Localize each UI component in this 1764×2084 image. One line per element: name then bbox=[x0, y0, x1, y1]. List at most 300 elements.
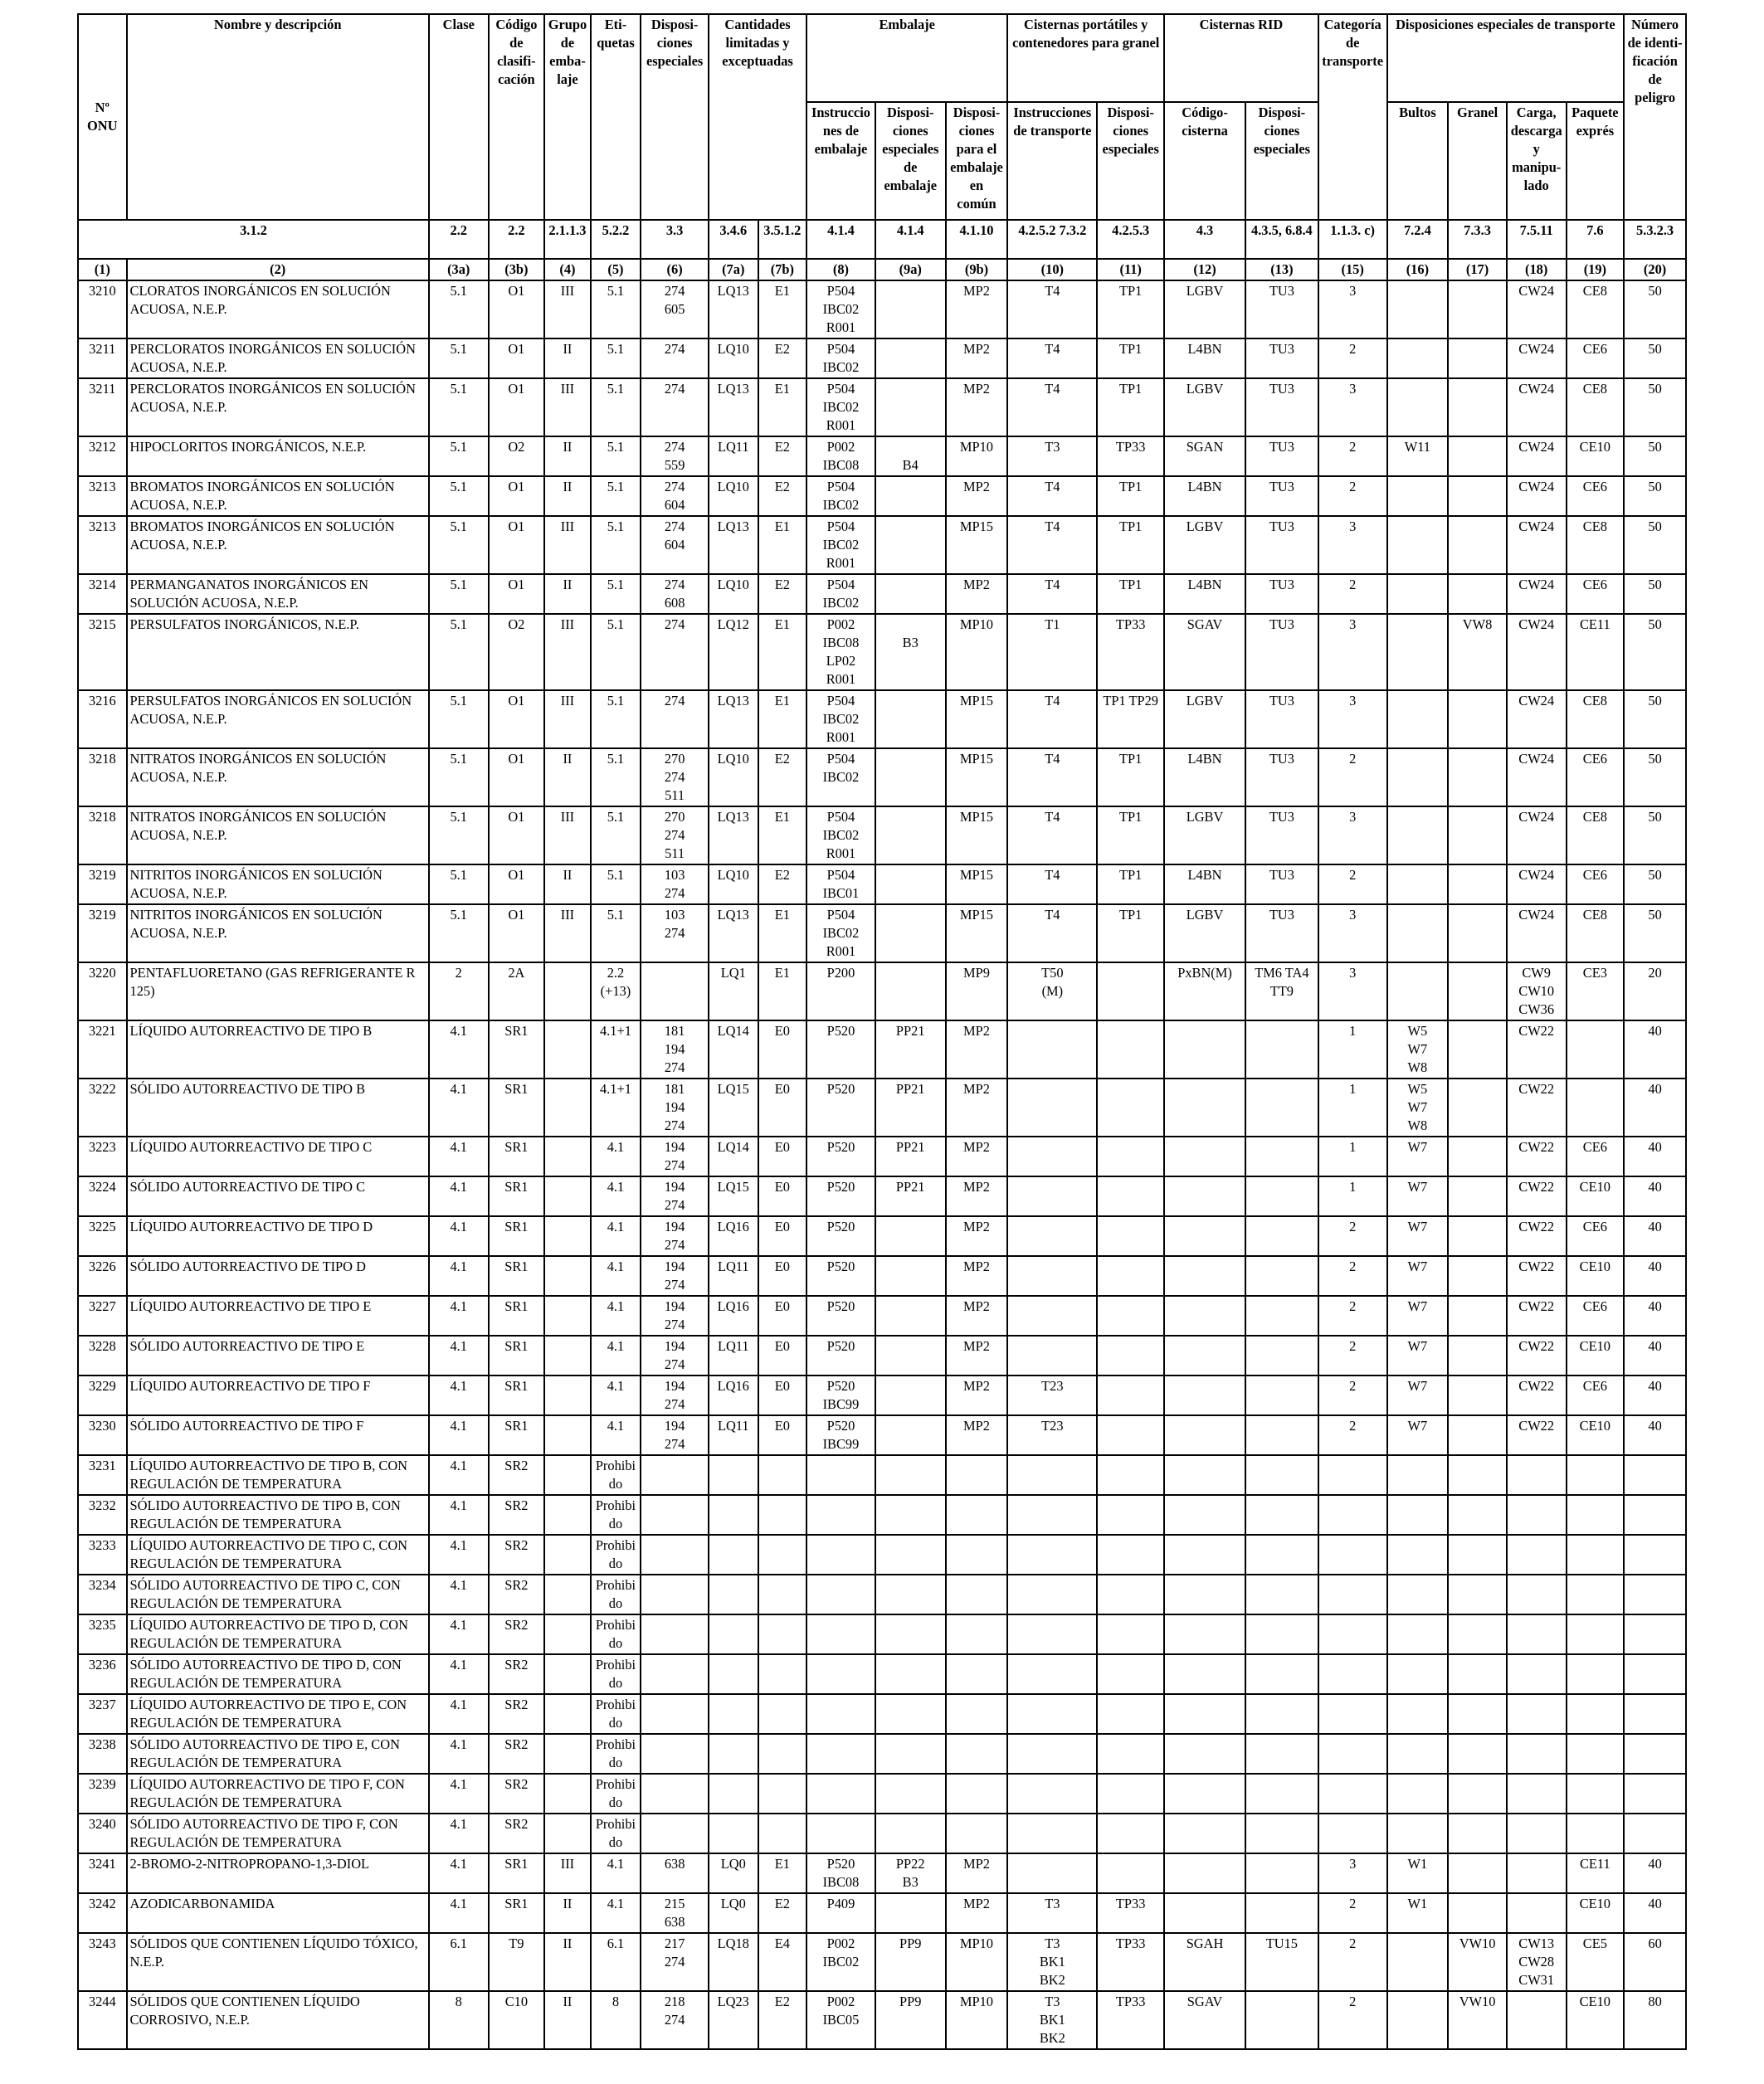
table-cell: MP2 bbox=[946, 1137, 1008, 1176]
table-cell: TU3 bbox=[1245, 690, 1318, 748]
table-cell bbox=[1567, 1654, 1625, 1694]
table-cell: P504 IBC02 R001 bbox=[806, 280, 875, 338]
table-cell bbox=[1007, 1853, 1097, 1893]
table-cell: CE6 bbox=[1567, 338, 1625, 378]
table-cell: CE10 bbox=[1567, 1991, 1625, 2049]
table-cell: CW22 bbox=[1507, 1137, 1567, 1176]
table-cell: III bbox=[544, 516, 591, 574]
col-header-cisternas-rid: Cisternas RID bbox=[1164, 14, 1318, 102]
table-cell: II bbox=[544, 1991, 591, 2049]
table-cell: 5.1 bbox=[429, 748, 489, 806]
table-cell bbox=[1567, 1774, 1625, 1814]
table-cell bbox=[1164, 1296, 1245, 1336]
table-cell: CW9 CW10 CW36 bbox=[1507, 962, 1567, 1020]
table-cell: LQ16 bbox=[709, 1376, 758, 1415]
substance-name-cell: 2-BROMO-2-NITROPROPANO-1,3-DIOL bbox=[127, 1853, 429, 1893]
table-cell bbox=[544, 1614, 591, 1654]
table-cell bbox=[758, 1654, 807, 1694]
table-cell: 4.1 bbox=[429, 1376, 489, 1415]
table-cell: L4BN bbox=[1164, 748, 1245, 806]
dangerous-goods-table bbox=[77, 13, 1687, 2050]
table-cell: O1 bbox=[489, 378, 545, 436]
table-cell bbox=[946, 1455, 1008, 1495]
table-cell: II bbox=[544, 1933, 591, 1991]
table-cell: P520 IBC08 bbox=[806, 1853, 875, 1893]
reference-cell: 4.1.4 bbox=[806, 220, 875, 259]
table-cell: CW22 bbox=[1507, 1336, 1567, 1376]
table-cell bbox=[946, 1614, 1008, 1654]
table-cell: TP1 bbox=[1097, 476, 1164, 516]
table-cell bbox=[1448, 1376, 1507, 1415]
table-cell: 274 bbox=[641, 378, 709, 436]
col-header-embalaje: Embalaje bbox=[806, 14, 1007, 102]
table-cell: 2 bbox=[1318, 574, 1387, 614]
substance-name-cell: SÓLIDO AUTORREACTIVO DE TIPO D bbox=[127, 1256, 429, 1296]
table-cell: E0 bbox=[758, 1176, 807, 1216]
table-cell: MP15 bbox=[946, 748, 1008, 806]
table-row bbox=[78, 904, 1686, 962]
table-cell: CW24 bbox=[1507, 614, 1567, 690]
table-cell bbox=[1448, 1336, 1507, 1376]
table-cell bbox=[1318, 1495, 1387, 1535]
table-cell: LQ13 bbox=[709, 904, 758, 962]
table-cell bbox=[1387, 690, 1449, 748]
table-cell: 40 bbox=[1624, 1376, 1686, 1415]
table-cell: 5.1 bbox=[591, 904, 641, 962]
table-cell bbox=[1507, 1535, 1567, 1575]
table-cell: CE8 bbox=[1567, 516, 1625, 574]
table-cell: CW13 CW28 CW31 bbox=[1507, 1933, 1567, 1991]
table-cell bbox=[758, 1495, 807, 1535]
table-cell: 5.1 bbox=[591, 748, 641, 806]
table-cell bbox=[1097, 1296, 1164, 1336]
column-number-cell: (19) bbox=[1567, 259, 1625, 280]
substance-name-cell: PERCLORATOS INORGÁNICOS EN SOLUCIÓN ACUOSA, N.E.P. bbox=[127, 338, 429, 378]
table-cell bbox=[946, 1814, 1008, 1853]
column-number-cell: (8) bbox=[806, 259, 875, 280]
table-cell bbox=[1507, 1694, 1567, 1734]
table-cell: 50 bbox=[1624, 748, 1686, 806]
un-number-cell: 3214 bbox=[78, 574, 127, 614]
table-cell: 3 bbox=[1318, 280, 1387, 338]
table-cell bbox=[875, 1654, 946, 1694]
table-cell: LGBV bbox=[1164, 806, 1245, 864]
table-cell bbox=[544, 1495, 591, 1535]
table-cell: 50 bbox=[1624, 476, 1686, 516]
table-cell bbox=[1448, 1176, 1507, 1216]
table-cell: Prohibi do bbox=[591, 1495, 641, 1535]
un-number-cell: 3223 bbox=[78, 1137, 127, 1176]
table-cell: MP2 bbox=[946, 1376, 1008, 1415]
un-number-cell: 3213 bbox=[78, 516, 127, 574]
table-cell: TU3 bbox=[1245, 748, 1318, 806]
substance-name-cell: LÍQUIDO AUTORREACTIVO DE TIPO E bbox=[127, 1296, 429, 1336]
reference-cell: 4.2.5.3 bbox=[1097, 220, 1164, 259]
un-number-cell: 3237 bbox=[78, 1694, 127, 1734]
table-cell: 2 bbox=[1318, 864, 1387, 904]
table-cell bbox=[1387, 574, 1449, 614]
col-header-cantidades: Cantidades limitadas y exceptuadas bbox=[709, 14, 806, 220]
un-number-cell: 3241 bbox=[78, 1853, 127, 1893]
table-cell: T4 bbox=[1007, 690, 1097, 748]
table-cell bbox=[1164, 1079, 1245, 1137]
table-cell: 4.1 bbox=[429, 1256, 489, 1296]
reference-cell: 2.2 bbox=[489, 220, 545, 259]
column-number-cell: (12) bbox=[1164, 259, 1245, 280]
table-cell: CE6 bbox=[1567, 748, 1625, 806]
table-cell bbox=[709, 1654, 758, 1694]
table-cell bbox=[709, 1614, 758, 1654]
table-cell bbox=[544, 1455, 591, 1495]
table-cell: W5 W7 W8 bbox=[1387, 1079, 1449, 1137]
table-cell: MP10 bbox=[946, 1991, 1008, 2049]
reference-cell: 3.5.1.2 bbox=[758, 220, 807, 259]
table-cell: Prohibi do bbox=[591, 1774, 641, 1814]
table-cell bbox=[806, 1694, 875, 1734]
table-cell: P504 IBC02 R001 bbox=[806, 516, 875, 574]
table-cell bbox=[1097, 1495, 1164, 1535]
table-cell bbox=[1448, 864, 1507, 904]
substance-name-cell: LÍQUIDO AUTORREACTIVO DE TIPO E, CON REGULACIÓN DE TEMPERATURA bbox=[127, 1694, 429, 1734]
table-cell: 5.1 bbox=[429, 690, 489, 748]
column-number-cell: (16) bbox=[1387, 259, 1449, 280]
table-cell: CE10 bbox=[1567, 1893, 1625, 1933]
table-cell: PP21 bbox=[875, 1176, 946, 1216]
table-cell: CE10 bbox=[1567, 1176, 1625, 1216]
table-cell: III bbox=[544, 690, 591, 748]
table-cell: LQ23 bbox=[709, 1991, 758, 2049]
column-number-cell: (7b) bbox=[758, 259, 807, 280]
table-cell: VW8 bbox=[1448, 614, 1507, 690]
column-number-cell: (6) bbox=[641, 259, 709, 280]
table-row bbox=[78, 1020, 1686, 1079]
un-number-cell: 3215 bbox=[78, 614, 127, 690]
table-cell: P504 IBC01 bbox=[806, 864, 875, 904]
table-cell bbox=[641, 1455, 709, 1495]
un-number-cell: 3224 bbox=[78, 1176, 127, 1216]
table-cell bbox=[544, 1734, 591, 1774]
table-cell: T4 bbox=[1007, 378, 1097, 436]
table-cell bbox=[1007, 1079, 1097, 1137]
table-cell bbox=[1007, 1614, 1097, 1654]
table-cell: CE6 bbox=[1567, 1216, 1625, 1256]
col-header-codigo-cisterna: Código- cisterna bbox=[1164, 102, 1245, 220]
table-cell: LGBV bbox=[1164, 280, 1245, 338]
table-cell bbox=[1097, 1079, 1164, 1137]
table-cell: L4BN bbox=[1164, 864, 1245, 904]
table-cell: W1 bbox=[1387, 1853, 1449, 1893]
table-cell bbox=[875, 1774, 946, 1814]
table-cell: CW24 bbox=[1507, 338, 1567, 378]
table-cell bbox=[1448, 1694, 1507, 1734]
reference-cell: 2.2 bbox=[429, 220, 489, 259]
table-cell: 2.2 (+13) bbox=[591, 962, 641, 1020]
table-cell: TP33 bbox=[1097, 1933, 1164, 1991]
reference-cell: 7.3.3 bbox=[1448, 220, 1507, 259]
table-cell bbox=[1624, 1694, 1686, 1734]
table-row bbox=[78, 1296, 1686, 1336]
table-cell: T4 bbox=[1007, 476, 1097, 516]
un-number-cell: 3219 bbox=[78, 904, 127, 962]
table-cell bbox=[1097, 1216, 1164, 1256]
table-cell bbox=[544, 1774, 591, 1814]
table-row bbox=[78, 1853, 1686, 1893]
table-cell bbox=[1097, 1853, 1164, 1893]
substance-name-cell: LÍQUIDO AUTORREACTIVO DE TIPO F, CON REGULACIÓN DE TEMPERATURA bbox=[127, 1774, 429, 1814]
table-cell: 103 274 bbox=[641, 864, 709, 904]
table-cell bbox=[1448, 516, 1507, 574]
table-cell bbox=[1318, 1734, 1387, 1774]
table-cell bbox=[1624, 1774, 1686, 1814]
table-cell: LQ10 bbox=[709, 476, 758, 516]
table-cell: LQ10 bbox=[709, 574, 758, 614]
table-cell bbox=[641, 1774, 709, 1814]
table-cell bbox=[1567, 1495, 1625, 1535]
table-cell: SR1 bbox=[489, 1216, 545, 1256]
table-cell: E0 bbox=[758, 1256, 807, 1296]
table-cell: W7 bbox=[1387, 1216, 1449, 1256]
table-cell: LQ13 bbox=[709, 806, 758, 864]
table-cell: TP1 TP29 bbox=[1097, 690, 1164, 748]
table-cell: 2 bbox=[1318, 748, 1387, 806]
table-cell: SR1 bbox=[489, 1137, 545, 1176]
un-number-cell: 3216 bbox=[78, 690, 127, 748]
table-cell: TP1 bbox=[1097, 904, 1164, 962]
table-row bbox=[78, 1893, 1686, 1933]
table-cell: MP2 bbox=[946, 338, 1008, 378]
table-cell: III bbox=[544, 614, 591, 690]
table-cell: T23 bbox=[1007, 1376, 1097, 1415]
table-cell: 4.1 bbox=[429, 1575, 489, 1614]
table-cell: LGBV bbox=[1164, 690, 1245, 748]
table-cell: PP9 bbox=[875, 1933, 946, 1991]
table-cell: O1 bbox=[489, 806, 545, 864]
table-cell: 5.1 bbox=[429, 436, 489, 476]
substance-name-cell: HIPOCLORITOS INORGÁNICOS, N.E.P. bbox=[127, 436, 429, 476]
table-cell: III bbox=[544, 806, 591, 864]
table-cell: B3 bbox=[875, 614, 946, 690]
table-cell: 4.1 bbox=[591, 1137, 641, 1176]
table-cell: SR2 bbox=[489, 1734, 545, 1774]
table-cell bbox=[875, 1694, 946, 1734]
table-cell bbox=[1097, 962, 1164, 1020]
table-cell: 40 bbox=[1624, 1893, 1686, 1933]
table-cell bbox=[1507, 1734, 1567, 1774]
table-cell: E0 bbox=[758, 1336, 807, 1376]
table-cell: P520 bbox=[806, 1296, 875, 1336]
table-cell bbox=[1624, 1734, 1686, 1774]
table-cell: 3 bbox=[1318, 378, 1387, 436]
table-cell bbox=[1164, 1137, 1245, 1176]
table-cell bbox=[544, 1079, 591, 1137]
table-cell bbox=[875, 1575, 946, 1614]
table-cell: 274 604 bbox=[641, 516, 709, 574]
table-cell: SR1 bbox=[489, 1853, 545, 1893]
table-cell: 4.1 bbox=[591, 1296, 641, 1336]
table-cell bbox=[1507, 1614, 1567, 1654]
table-cell: CW22 bbox=[1507, 1079, 1567, 1137]
table-cell bbox=[709, 1774, 758, 1814]
table-cell: 4.1 bbox=[591, 1336, 641, 1376]
table-cell bbox=[1448, 690, 1507, 748]
table-row bbox=[78, 436, 1686, 476]
table-cell: 5.1 bbox=[591, 436, 641, 476]
table-cell bbox=[1448, 1020, 1507, 1079]
table-cell: 5.1 bbox=[591, 338, 641, 378]
table-cell: 40 bbox=[1624, 1216, 1686, 1256]
table-cell: O1 bbox=[489, 748, 545, 806]
table-cell bbox=[1164, 1176, 1245, 1216]
table-cell bbox=[1387, 1814, 1449, 1853]
table-cell bbox=[1387, 1495, 1449, 1535]
table-cell bbox=[806, 1575, 875, 1614]
table-cell: P504 IBC02 bbox=[806, 476, 875, 516]
table-cell: 218 274 bbox=[641, 1991, 709, 2049]
table-cell: SR1 bbox=[489, 1893, 545, 1933]
table-cell: LQ13 bbox=[709, 378, 758, 436]
table-cell: E2 bbox=[758, 436, 807, 476]
table-cell: 8 bbox=[429, 1991, 489, 2049]
table-cell bbox=[1507, 1853, 1567, 1893]
table-cell: 40 bbox=[1624, 1176, 1686, 1216]
col-header-disp-transporte: Disposiciones especiales de transporte bbox=[1387, 14, 1625, 102]
table-cell: 3 bbox=[1318, 1853, 1387, 1893]
table-cell bbox=[1448, 1774, 1507, 1814]
table-row bbox=[78, 1933, 1686, 1991]
un-number-cell: 3211 bbox=[78, 338, 127, 378]
table-cell: MP2 bbox=[946, 574, 1008, 614]
table-cell: W7 bbox=[1387, 1296, 1449, 1336]
table-cell: CE8 bbox=[1567, 690, 1625, 748]
table-cell bbox=[1245, 1853, 1318, 1893]
substance-name-cell: LÍQUIDO AUTORREACTIVO DE TIPO C bbox=[127, 1137, 429, 1176]
table-cell bbox=[875, 1614, 946, 1654]
table-cell bbox=[1448, 574, 1507, 614]
table-cell: 4.1 bbox=[429, 1814, 489, 1853]
table-cell: III bbox=[544, 378, 591, 436]
un-number-cell: 3213 bbox=[78, 476, 127, 516]
table-cell: SR2 bbox=[489, 1814, 545, 1853]
table-cell: 2 bbox=[1318, 1216, 1387, 1256]
un-number-cell: 3242 bbox=[78, 1893, 127, 1933]
table-cell bbox=[1387, 904, 1449, 962]
table-cell: 4.1 bbox=[429, 1137, 489, 1176]
table-cell bbox=[875, 516, 946, 574]
table-cell bbox=[1164, 1774, 1245, 1814]
col-header-categoria: Categoría de transporte bbox=[1318, 14, 1387, 220]
table-cell: 50 bbox=[1624, 378, 1686, 436]
table-row bbox=[78, 614, 1686, 690]
table-cell: MP15 bbox=[946, 864, 1008, 904]
reference-cell: 3.3 bbox=[641, 220, 709, 259]
table-cell bbox=[1567, 1614, 1625, 1654]
table-cell bbox=[946, 1535, 1008, 1575]
table-cell: CE6 bbox=[1567, 1137, 1625, 1176]
table-cell bbox=[1448, 1137, 1507, 1176]
table-cell: P002 IBC08 LP02 R001 bbox=[806, 614, 875, 690]
col-header-bultos: Bultos bbox=[1387, 102, 1449, 220]
table-cell bbox=[1318, 1535, 1387, 1575]
table-cell: MP10 bbox=[946, 436, 1008, 476]
table-cell: O1 bbox=[489, 338, 545, 378]
substance-name-cell: NITRITOS INORGÁNICOS EN SOLUCIÓN ACUOSA, N.E.P. bbox=[127, 904, 429, 962]
table-cell: P520 bbox=[806, 1256, 875, 1296]
table-cell: TP1 bbox=[1097, 574, 1164, 614]
table-cell bbox=[1448, 280, 1507, 338]
column-number-cell: (2) bbox=[127, 259, 429, 280]
table-cell: 50 bbox=[1624, 904, 1686, 962]
table-cell: E1 bbox=[758, 806, 807, 864]
table-cell bbox=[1448, 806, 1507, 864]
table-cell bbox=[1097, 1774, 1164, 1814]
table-cell: 2 bbox=[1318, 1336, 1387, 1376]
table-cell: 4.1 bbox=[591, 1176, 641, 1216]
table-cell: P002 IBC05 bbox=[806, 1991, 875, 2049]
table-row bbox=[78, 516, 1686, 574]
table-cell: PP9 bbox=[875, 1991, 946, 2049]
table-cell bbox=[1245, 1256, 1318, 1296]
table-cell bbox=[1387, 1535, 1449, 1575]
table-cell: 181 194 274 bbox=[641, 1020, 709, 1079]
table-cell bbox=[1448, 1893, 1507, 1933]
table-cell: LQ11 bbox=[709, 1256, 758, 1296]
table-cell: W7 bbox=[1387, 1137, 1449, 1176]
substance-name-cell: LÍQUIDO AUTORREACTIVO DE TIPO D, CON REGULACIÓN DE TEMPERATURA bbox=[127, 1614, 429, 1654]
table-row bbox=[78, 1575, 1686, 1614]
table-cell: E0 bbox=[758, 1415, 807, 1455]
table-cell: O1 bbox=[489, 516, 545, 574]
table-cell bbox=[1567, 1020, 1625, 1079]
table-cell: 5.1 bbox=[591, 806, 641, 864]
table-cell bbox=[1448, 378, 1507, 436]
table-cell: T4 bbox=[1007, 904, 1097, 962]
table-cell bbox=[1448, 338, 1507, 378]
substance-name-cell: AZODICARBONAMIDA bbox=[127, 1893, 429, 1933]
table-cell: 40 bbox=[1624, 1853, 1686, 1893]
table-cell: 5.1 bbox=[591, 864, 641, 904]
table-cell: MP15 bbox=[946, 904, 1008, 962]
table-cell: 50 bbox=[1624, 806, 1686, 864]
table-row bbox=[78, 1455, 1686, 1495]
table-cell: 274 559 bbox=[641, 436, 709, 476]
table-cell: II bbox=[544, 748, 591, 806]
substance-name-cell: SÓLIDO AUTORREACTIVO DE TIPO E bbox=[127, 1336, 429, 1376]
table-cell: Prohibi do bbox=[591, 1575, 641, 1614]
table-cell: 4.1 bbox=[429, 1853, 489, 1893]
table-cell: 194 274 bbox=[641, 1137, 709, 1176]
un-number-cell: 3222 bbox=[78, 1079, 127, 1137]
table-cell: 4.1 bbox=[429, 1216, 489, 1256]
table-cell bbox=[544, 1216, 591, 1256]
table-cell bbox=[1318, 1575, 1387, 1614]
table-cell: T3 BK1 BK2 bbox=[1007, 1933, 1097, 1991]
un-number-cell: 3225 bbox=[78, 1216, 127, 1256]
col-header-disp-esp-embalaje: Disposi- ciones especiales de embalaje bbox=[875, 102, 946, 220]
table-cell: LQ10 bbox=[709, 338, 758, 378]
un-number-cell: 3230 bbox=[78, 1415, 127, 1455]
table-cell: P520 bbox=[806, 1137, 875, 1176]
table-row bbox=[78, 690, 1686, 748]
table-cell: T4 bbox=[1007, 864, 1097, 904]
table-cell: 194 274 bbox=[641, 1336, 709, 1376]
table-cell bbox=[1164, 1216, 1245, 1256]
un-number-cell: 3212 bbox=[78, 436, 127, 476]
table-cell: SGAH bbox=[1164, 1933, 1245, 1991]
table-cell bbox=[709, 1814, 758, 1853]
table-cell: CW22 bbox=[1507, 1415, 1567, 1455]
substance-name-cell: PERMANGANATOS INORGÁNICOS EN SOLUCIÓN ACUOSA, N.E.P. bbox=[127, 574, 429, 614]
table-cell: 40 bbox=[1624, 1137, 1686, 1176]
